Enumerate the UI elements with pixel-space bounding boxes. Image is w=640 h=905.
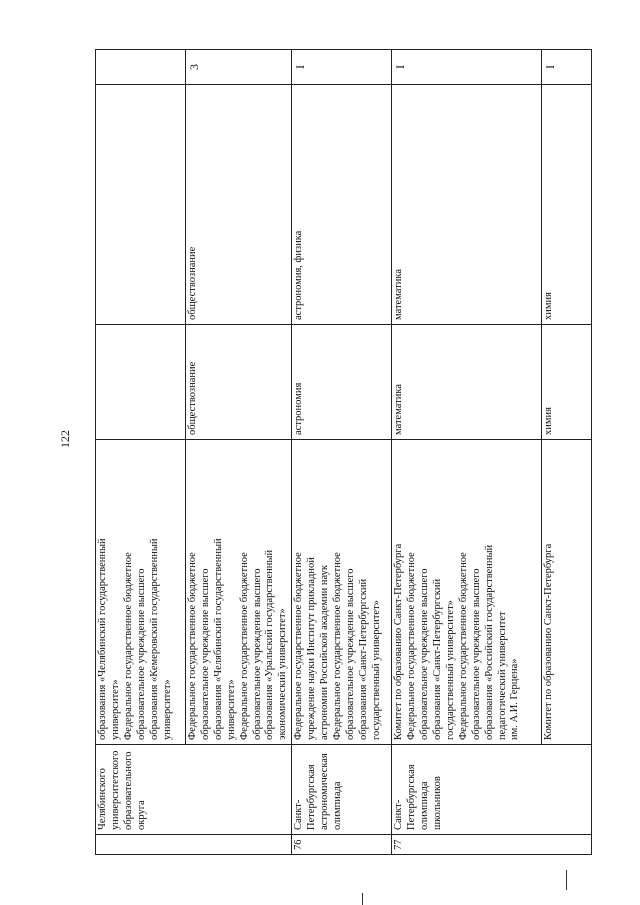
organizer-line: университет» [225,679,237,740]
organizer-line: Федеральное государственное бюджетное [331,552,343,740]
olympiad-table [95,49,592,855]
organizer-line: образования «Челябинский государственный [212,538,224,740]
table-row [542,50,592,855]
organizer-line: педагогический университет [496,611,508,740]
organizer-line: образования «Санкт-Петербургский [431,578,443,740]
organizer-line: образовательное учреждение высшего [470,568,482,740]
organizer-line: астрономии Российской академии наук [319,565,331,740]
organizer-line: Федеральное государственное бюджетное [238,552,250,740]
organizer-line: государственный университет» [444,600,456,740]
organizer-line: образовательное учреждение высшего [199,568,211,740]
row-number-cell: 76 [292,835,392,855]
organizer-cell: Комитет по образованию Санкт-Петербурга [542,440,592,745]
subjects-cell: химия [542,85,592,325]
profile-cell: химия [542,325,592,440]
subjects-cell: математика [392,85,542,325]
organizer-line: образования «Санкт-Петербургский [357,578,369,740]
organizer-line: университет» [161,679,173,740]
organizer-cell [292,440,392,745]
organizer-cell [186,440,292,745]
level-cell: I [542,50,592,85]
organizer-line: Федеральное государственное бюджетное [293,552,305,740]
row-number-cell: 77 [392,835,592,855]
profile-cell: математика [392,325,542,440]
organizer-line: им. А.И. Герцена» [509,658,521,740]
level-cell [96,50,186,85]
profile-cell: астрономия [292,325,392,440]
organizer-line: учреждение науки Институт прикладной [306,557,318,740]
organizer-cell [392,440,542,745]
organizer-line: Федеральное государственное бюджетное [122,552,134,740]
organizer-line: образования «Кемеровский государственный [148,538,160,740]
scan-mark [566,870,567,890]
organizer-line: экономический университет» [277,608,289,740]
organizer-line: образовательное учреждение высшего [419,568,431,740]
organizer-line: образовательное учреждение высшего [251,568,263,740]
page-number: 122 [58,430,72,448]
organizer-line: образования «Уральский государственный [264,549,276,740]
organizer-line: Федеральное государственное бюджетное [187,552,198,740]
table-row [292,50,392,855]
table-row [96,50,186,855]
profile-cell: обществознание [186,325,292,440]
organizer-line: образовательное учреждение высшего [135,568,147,740]
profile-cell [96,325,186,440]
organizer-line: государственный университет» [370,600,382,740]
table-row [186,50,292,855]
subjects-cell [96,85,186,325]
organizer-line: образования «Российский государственный [483,544,495,740]
level-cell: I [392,50,542,85]
scan-mark [362,893,363,905]
organizer-line: Федеральное государственное бюджетное [406,552,418,740]
organizer-line: Комитет по образованию Санкт-Петербурга [393,543,405,740]
level-cell: 3 [186,50,292,85]
olympiad-table-rotated [95,50,585,855]
olympiad-name-cell: Челябинского университетского образовательного округа [96,745,292,835]
subjects-cell: астрономия, физика [292,85,392,325]
olympiad-name-cell: Санкт-Петербургская олимпиада школьников [392,745,592,835]
olympiad-name-cell: Санкт-Петербургская астрономическая олимпиада [292,745,392,835]
organizer-line: образования «Челябинский государственный [97,538,108,740]
row-number-cell [96,835,292,855]
subjects-cell: обществознание [186,85,292,325]
organizer-line: Федеральное государственное бюджетное [457,552,469,740]
organizer-cell [96,440,186,745]
organizer-line: образовательное учреждение высшего [344,568,356,740]
organizer-line: университет» [109,679,121,740]
level-cell: I [292,50,392,85]
table-row [392,50,542,855]
